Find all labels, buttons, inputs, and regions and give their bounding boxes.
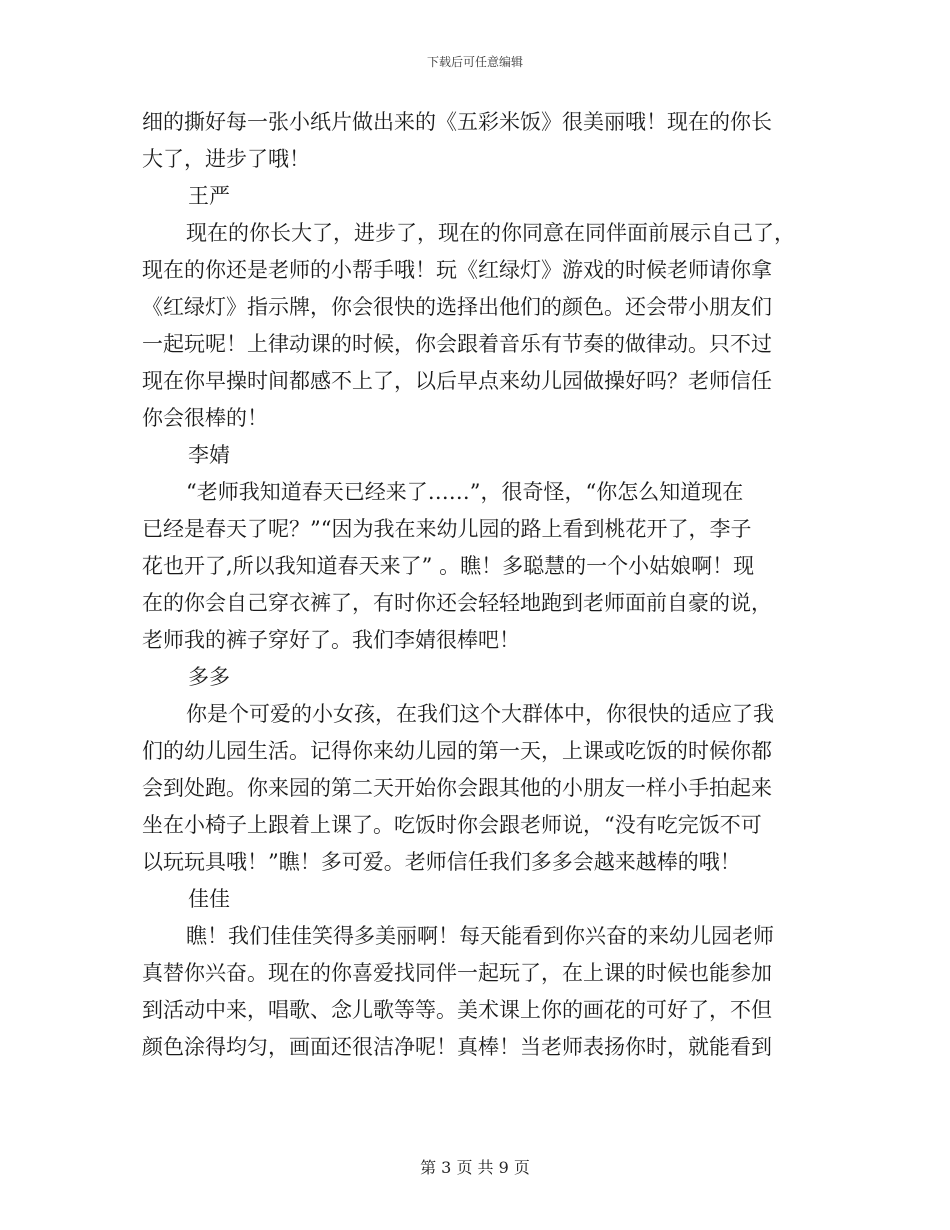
paragraph-line: 老师我的裤子穿好了。我们李婧很棒吧！ [142,628,520,652]
paragraph-line: 现在的你长大了，进步了，现在的你同意在同伴面前展示自己了， [186,221,795,245]
paragraph-line: 到活动中来，唱歌、念儿歌等等。美术课上你的画花的可好了，不但 [142,998,772,1022]
paragraph-line: 一起玩呢！上律动课的时候，你会跟着音乐有节奏的做律动。只不过 [142,332,772,356]
paragraph-line: 已经是春天了呢？”“因为我在来幼儿园的路上看到桃花开了，李子 [142,517,752,541]
paragraph-line: 会到处跑。你来园的第二天开始你会跟其他的小朋友一样小手拍起来 [142,776,772,800]
child-name-heading: 多多 [188,665,230,689]
child-name-heading: 李婧 [188,443,230,467]
paragraph-line: 大了，进步了哦！ [142,147,310,171]
paragraph-line: 你会很棒的！ [142,406,268,430]
paragraph-line: 真替你兴奋。现在的你喜爱找同伴一起玩了，在上课的时候也能参加 [142,961,772,985]
paragraph-line: 现在你早操时间都感不上了，以后早点来幼儿园做操好吗？老师信任 [142,369,772,393]
paragraph-line: 你是个可爱的小女孩，在我们这个大群体中，你很快的适应了我 [186,702,774,726]
paragraph-line: 们的幼儿园生活。记得你来幼儿园的第一天，上课或吃饭的时候你都 [142,739,772,763]
paragraph-line: 细的撕好每一张小纸片做出来的《五彩米饭》很美丽哦！现在的你长 [142,110,772,134]
page-header: 下载后可任意编辑 [426,55,523,69]
body-text [142,104,812,1066]
child-name-heading: 佳佳 [188,887,230,911]
page-number-footer: 第 3 页 共 9 页 [420,1158,530,1177]
paragraph-line: 《红绿灯》指示牌，你会很快的选择出他们的颜色。还会带小朋友们 [142,295,772,319]
paragraph-line: 坐在小椅子上跟着上课了。吃饭时你会跟老师说，“没有吃完饭不可 [142,813,762,837]
paragraph-line: 现在的你还是老师的小帮手哦！玩《红绿灯》游戏的时候老师请你拿 [142,258,772,282]
child-name-heading: 王严 [188,184,230,208]
paragraph-line: 花也开了,所以我知道春天来了” 。瞧！多聪慧的一个小姑娘啊！现 [142,554,755,578]
paragraph-line: 以玩玩具哦！”瞧！多可爱。老师信任我们多多会越来越棒的哦！ [142,850,741,874]
paragraph-line: 在的你会自己穿衣裤了，有时你还会轻轻地跑到老师面前自豪的说， [142,591,772,615]
paragraph-line: 颜色涂得均匀，画面还很洁净呢！真棒！当老师表扬你时，就能看到 [142,1035,772,1059]
paragraph-line: 瞧！我们佳佳笑得多美丽啊！每天能看到你兴奋的来幼儿园老师 [186,924,774,948]
paragraph-line: “老师我知道春天已经来了……”，很奇怪，“你怎么知道现在 [186,480,744,504]
